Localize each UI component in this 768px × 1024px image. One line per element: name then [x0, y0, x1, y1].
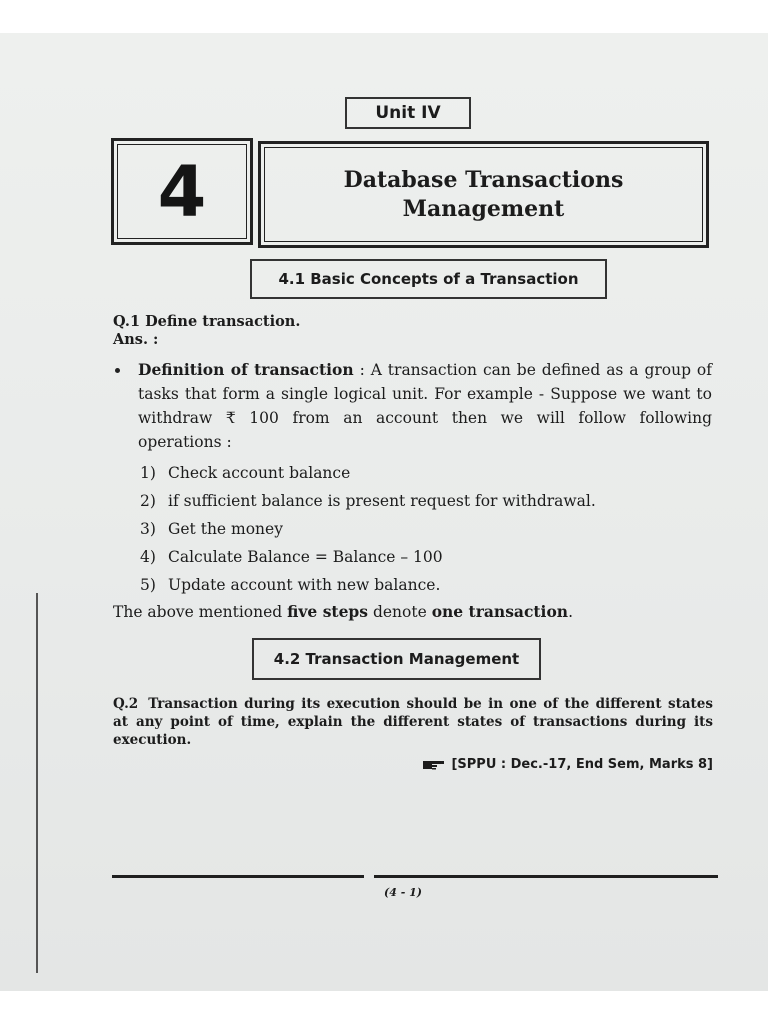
book-page — [0, 33, 768, 991]
step-number: 3) — [140, 520, 156, 538]
definition-term: Definition of transaction — [138, 360, 354, 379]
step-number: 2) — [140, 492, 156, 510]
question-2-number: Q.2 — [113, 696, 139, 712]
step-text: Update account with new balance. — [168, 576, 441, 594]
chapter-title-line2: Management — [402, 195, 565, 222]
summary-text: denote — [368, 603, 432, 621]
pointing-hand-icon — [423, 759, 445, 771]
list-item — [140, 543, 700, 571]
step-text: Calculate Balance = Balance – 100 — [168, 548, 443, 566]
chapter-title — [264, 147, 703, 242]
chapter-number-box — [111, 138, 253, 245]
list-item — [140, 487, 700, 515]
answer-label: Ans. : — [113, 331, 159, 348]
summary-line — [113, 600, 713, 624]
definition-paragraph — [138, 358, 712, 454]
summary-text: The above mentioned — [113, 603, 288, 621]
exam-reference — [423, 757, 713, 772]
list-item — [140, 515, 700, 543]
section-heading-4-1: 4.1 Basic Concepts of a Transaction — [250, 259, 607, 299]
exam-reference-text: [SPPU : Dec.-17, End Sem, Marks 8] — [451, 757, 713, 772]
step-number: 4) — [140, 548, 156, 566]
list-item — [140, 459, 700, 487]
chapter-number: 4 — [117, 144, 247, 239]
step-text: Get the money — [168, 520, 283, 538]
footer-rule — [112, 875, 718, 878]
question-2 — [113, 695, 713, 749]
summary-emphasis: five steps — [287, 602, 369, 621]
question-1: Q.1 Define transaction. — [113, 313, 301, 330]
summary-emphasis: one transaction — [431, 602, 569, 621]
step-number: 1) — [140, 464, 156, 482]
chapter-title-line1: Database Transactions — [343, 166, 624, 193]
step-number: 5) — [140, 576, 156, 594]
definition-text: : A transaction can be defined as a group of tasks that form a single logical unit. For example - Suppose we want to withdraw ₹ 100 from an account then we will follow following operations : — [138, 361, 712, 451]
chapter-title-box — [258, 141, 709, 248]
bullet-icon — [115, 368, 120, 373]
unit-label: Unit IV — [345, 97, 471, 129]
page-number: (4 - 1) — [384, 886, 422, 899]
footer-rule-gap — [364, 875, 374, 878]
summary-text: . — [568, 603, 573, 621]
step-text: if sufficient balance is present request for withdrawal. — [168, 492, 596, 510]
question-2-text: Transaction during its execution should be in one of the different states at any point of time, explain the different states of transactions during its execution. — [113, 696, 713, 748]
page-margin-line — [36, 593, 38, 973]
step-text: Check account balance — [168, 464, 351, 482]
steps-list — [140, 459, 700, 599]
list-item — [140, 571, 700, 599]
section-heading-4-2: 4.2 Transaction Management — [252, 638, 541, 680]
